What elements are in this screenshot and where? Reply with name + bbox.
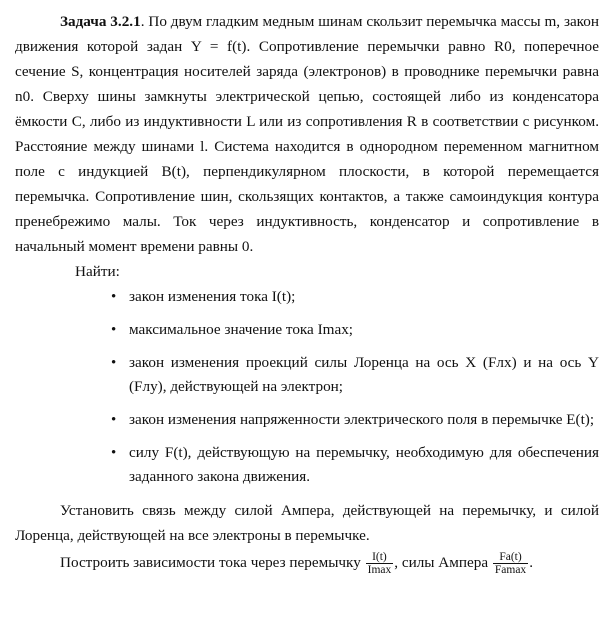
list-item xyxy=(15,285,599,309)
problem-label: Задача 3.2.1 xyxy=(60,13,141,30)
find-heading: Найти: xyxy=(75,263,120,280)
fraction-numerator: Fa(t) xyxy=(493,551,528,564)
plot-instruction xyxy=(15,548,599,578)
plot-middle: , силы Ампера xyxy=(394,554,489,571)
bullet-icon: • xyxy=(111,355,117,371)
plot-prefix: Построить зависимости тока через перемычку xyxy=(60,554,361,571)
list-item-text: закон изменения проекций силы Лоренца на ось X (Fлx) и на ось Y (Fлy), действующей на электрон; xyxy=(129,354,599,395)
fraction-denominator: Famax xyxy=(494,564,527,577)
bullet-icon: • xyxy=(111,289,117,305)
list-item-text: закон изменения тока I(t); xyxy=(129,288,296,305)
list-item-text: максимальное значение тока Imax; xyxy=(129,321,354,338)
fraction-numerator: I(t) xyxy=(366,551,394,564)
find-list xyxy=(15,285,599,489)
list-item xyxy=(15,408,599,432)
ampere-ratio-fraction xyxy=(493,551,528,576)
list-item xyxy=(15,318,599,342)
problem-body: . По двум гладким медным шинам скользит перемычка массы m, закон движения которой задан Y = f(t). Сопротивление перемычки равно R0, поперечное сечение S, концентрация носителей заряда (электронов) в проводнике перемычки равна n0. Сверху шины замкнуты электрической цепью, состоящей либо из конденсатора ёмкости C, либо из индуктивности L или из сопротивления R в соответствии с рисунком. Расстояние между шинами l. Система находится в однородном переменном магнитном поле с индукцией B(t), перпендикулярном плоскости, в которой перемещается перемычка. Сопротивление шин, скользящих контактов, а также самоиндукция контура пренебрежимо малы. Ток через индуктивность, конденсатор и сопротивление в начальный момент времени равны 0. xyxy=(15,13,600,255)
list-item xyxy=(15,351,599,399)
relation-paragraph: Установить связь между силой Ампера, действующей на перемычку, и силой Лоренца, действующей на все электроны в перемычке. xyxy=(15,502,599,544)
problem-page xyxy=(15,9,599,578)
problem-statement xyxy=(15,9,599,259)
current-ratio-fraction xyxy=(366,551,394,576)
fraction-denominator: Imax xyxy=(367,564,392,577)
plot-suffix: . xyxy=(529,554,533,571)
list-item-text: силу F(t), действующую на перемычку, необходимую для обеспечения заданного закона движения. xyxy=(129,444,599,485)
bullet-icon: • xyxy=(111,322,117,338)
bullet-icon: • xyxy=(111,412,117,428)
bullet-icon: • xyxy=(111,445,117,461)
list-item-text: закон изменения напряженности электрического поля в перемычке E(t); xyxy=(129,411,595,428)
list-item xyxy=(15,441,599,489)
